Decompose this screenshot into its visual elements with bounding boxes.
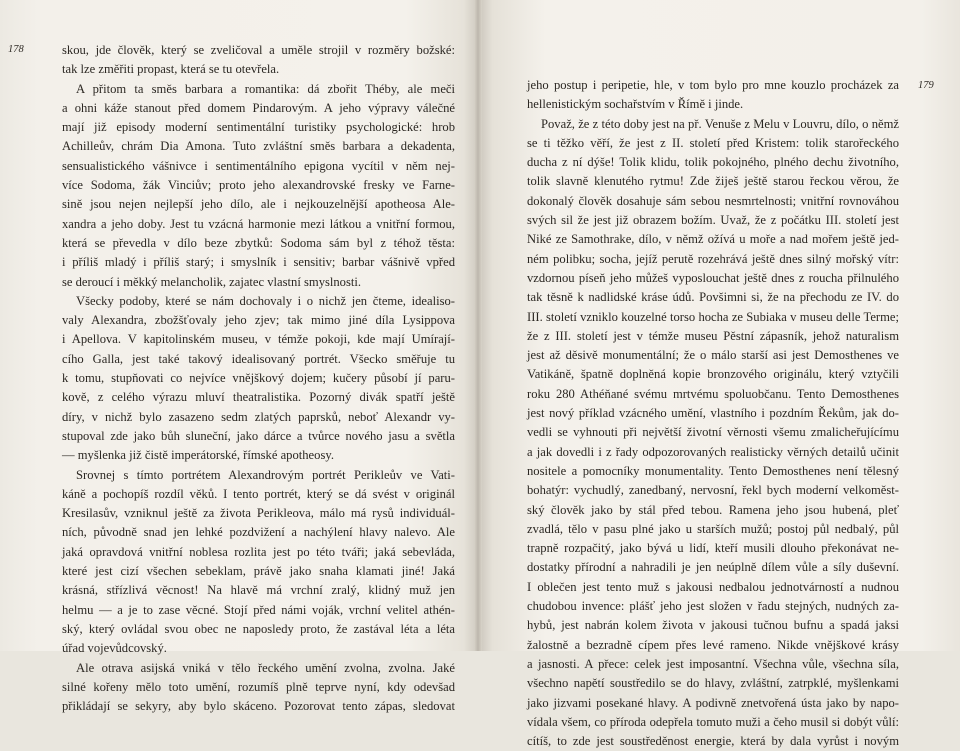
text-line: vzdornou píseň jeho můžeš vyposlouchat ještě dnes z roucha přilnulého xyxy=(527,270,899,285)
text-line: skou, jde člověk, který se zveličoval a uměle strojil v rozměry božské: xyxy=(62,43,455,57)
text-line: kově, z celého výrazu mluví theatralistika. Pozorný divák spatří ještě xyxy=(62,390,455,405)
text-line: Kresilasův, vzniknul ještě za života Perikleova, málo má rysů individuál- xyxy=(62,506,455,521)
text-line: ský, který ovládal svou obec ne naposledy proto, že zastával léta a léta xyxy=(62,621,455,636)
text-line: cítíš, to zde jest soustředěnost energie, která by dala vyrůst i novým xyxy=(527,734,899,749)
text-line: žalostně a bezradně cípem přes levé rameno. Nikde vnějškové krásy xyxy=(527,637,899,652)
text-line: ducha z ní dýše! Tolik klidu, tolik pokojného, plného dechu životního, xyxy=(527,155,899,170)
text-line: sensualistického vášnivce i sentimentálního epigona vycítil v něm nej- xyxy=(62,158,455,173)
text-line: zvadlá, tělo v pasu plné jako u starších mužů; postoj půl nedbalý, půl xyxy=(527,521,899,536)
text-line: všechno napětí soustředilo se do hlavy, zvláštní, zatrpklé, myšlenkami xyxy=(527,676,899,691)
text-line: a jasnosti. A přece: celek jest imposantní. Všechna vůle, všechna síla, xyxy=(527,656,899,671)
text-line: trapně rozpačitý, jako bývá u lidí, kteří musili dlouho překonávat ne- xyxy=(527,541,899,556)
text-line: nositele a pomocníky monumentality. Tento Demosthenes není tělesný xyxy=(527,463,899,478)
text-line: tolik slavně klenutého rytmu! Zde žiješ ještě starou řeckou věrou, že xyxy=(527,174,899,189)
text-line: a ohni káže stanout před domem Pindarovým. A jeho výpravy válečné xyxy=(62,100,455,115)
text-line: že z III. století jest v témže museu Pěstní zápasník, jehož naturalism xyxy=(527,328,899,343)
text-line: i Apellova. V kapitolinském museu, v témže pokoji, kde mají Umírají- xyxy=(62,332,455,347)
text-line: vídala všem, co příroda odepřela tomuto muži a čeho musil si dobýt vůlí: xyxy=(527,714,899,729)
text-line: přikládají se sekyry, aby bylo skáceno. Pozorovat tento zápas, sledovat xyxy=(62,699,455,714)
text-line: ních, původně snad jen lehké pozdvižení a nachýlení hlavy nalevo. Ale xyxy=(62,525,455,540)
left-page xyxy=(0,0,478,714)
text-line: i příliš mladý i příliš starý; i smyslník i sensitiv; barbar vášnivě vpřed xyxy=(62,255,455,270)
text-line: valy Alexandra, zbožšťovaly jeho zjev; tak mimo jiné díla Lysippova xyxy=(62,313,455,328)
text-line: dokonalý člověk dosahuje sám sebou nesmrtelnosti; vnitřní rovnováhou xyxy=(527,193,899,208)
text-line: vedli se vyhnouti při největší životní věrnosti všemu zmalicheřujícímu xyxy=(527,425,899,440)
text-line: Niké ze Samothrake, dílo, v němž ožívá u moře a nad mořem ještě jed- xyxy=(527,232,899,247)
text-line: hellenistickým sochařstvím v Římě i jinde. xyxy=(527,97,744,112)
text-line: se deroucí i měkký melancholik, zajatec vlastní smyslnosti. xyxy=(62,274,362,289)
text-line: Achilleův, chrám Dia Amona. Tuto zvláštní směs barbara a dekadenta, xyxy=(62,139,455,154)
text-line: úřad vojevůdcovský. xyxy=(62,641,167,656)
text-line: díry, v nichž bylo zasazeno sedm zlatých paprsků, neboť Alexandr vy- xyxy=(62,409,455,424)
text-line: ném polibku; socha, jejíž perutě rozehrává ještě dnes silný mořský vítr: xyxy=(527,251,899,266)
text-line: Srovnej s tímto portrétem Alexandrovým portrét Perikleův ve Vati- xyxy=(76,467,455,482)
text-line: které jest cizí všechen sebeklam, právě jako snaha klamati jiné! Jaká xyxy=(62,564,455,579)
right-page-number: 179 xyxy=(918,80,934,91)
text-line: jako jizvami posekané hlavy. A podivně znetvořená ústa jako by napo- xyxy=(527,695,899,710)
text-line: Považ, že z této doby jest na př. Venuše z Melu v Louvru, dílo, o němž xyxy=(541,116,899,131)
text-line: hybů, jest nabrán kolem života v jakousi tučnou bufnu a spadá jaksi xyxy=(527,618,899,633)
text-line: která se převedla v dílo beze zbytků: Sodoma sám byl z téhož těsta: xyxy=(62,235,455,250)
text-line: jest až děsivě monumentální; že o málo starší asi jest Demosthenes ve xyxy=(527,348,899,363)
text-line: jest nový příklad vzácného umění, vlastního i pozdním Řekům, jak do- xyxy=(527,406,899,421)
right-page xyxy=(478,0,960,749)
text-line: se ti těžko věří, že jest z II. století před Kristem: tolik starořeckého xyxy=(527,135,899,150)
text-line: helmu — a je to zase věcné. Stojí před námi voják, vrchní velitel athén- xyxy=(62,602,455,617)
text-line: dostatky přírodní a nahradili je jen neúplně dílem vůle a síly duševní. xyxy=(527,560,899,575)
text-line: Všecky podoby, které se nám dochovaly i o nichž jen čteme, idealiso- xyxy=(76,293,455,308)
text-line: jeho postup i peripetie, hle, v tom bylo pro mne kouzlo procházek za xyxy=(527,78,899,92)
text-line: mají již episody moderní sentimentální turistiky psychologické: hrob xyxy=(62,120,455,135)
text-line: Vatikáně, špatně doplněná kopie bronzového originálu, který vztyčili xyxy=(527,367,899,382)
text-line: silné kořeny mělo toto umění, rozumíš plně teprve nyní, kdy odevšad xyxy=(62,679,455,694)
text-line: bohatýr: vychudlý, zanedbaný, nervosní, řekl bych moderní velkoměst- xyxy=(527,483,899,498)
left-page-text xyxy=(62,41,455,716)
right-page-text xyxy=(527,76,899,751)
text-line: xandra a jeho doby. Jest tu vzácná harmonie mezi látkou a vnitřní formou, xyxy=(62,216,455,231)
text-line: káně a pochopíš rozdíl věků. I tento portrét, který se dá svést v originál xyxy=(62,486,455,501)
text-line: chudobou invence: plášť jeho jest složen v řadu stejných, nudných za- xyxy=(527,599,899,614)
text-line: cího Galla, jest také takový idealisovaný portrét. Všecko směřuje tu xyxy=(62,351,455,366)
text-line: — myšlenka již čistě imperátorské, římské apotheosy. xyxy=(62,448,334,463)
text-line: a jak dovedli i z řady odpozorovaných realisticky věrných detailů učinit xyxy=(527,444,899,459)
text-line: ský člověk jako by stál před tebou. Ramena jeho jsou hubená, pleť xyxy=(527,502,899,517)
text-line: I oblečen jest tento muž s jakousi nedbalou jednotvárností a nudnou xyxy=(527,579,899,594)
text-line: tak těsně k nadlidské kráse údů. Povšimni si, že na přechodu ze IV. do xyxy=(527,290,899,305)
text-line: roku 280 Athéňané svému mrtvému spoluobčanu. Tento Demosthenes xyxy=(527,386,899,401)
text-line: sině jsou nejen nejlepší jeho dílo, ale i nejkouzelnější apotheosa Ale- xyxy=(62,197,455,212)
text-line: jaká opravdová vnitřní noblesa rozlita jest po této tváři; jaká sebevláda, xyxy=(62,544,455,559)
text-line: stupoval zde jako bůh sluneční, jako dárce a tvůrce nového jasu a světla xyxy=(62,428,455,443)
text-line: krásná, střízlivá věcnost! Na hlavě má vrchní zralý, klidný muž jen xyxy=(62,583,455,598)
text-line: A přitom ta směs barbara a romantika: dá zbořit Théby, ale meči xyxy=(76,81,455,96)
text-line: tak lze změřiti propast, která se tu otevřela. xyxy=(62,62,280,77)
text-line: svých sil že jest již obrazem božím. Uvaž, že z počátku III. století jest xyxy=(527,213,899,228)
text-line: více Sodoma, žák Vinciův; proto jeho alexandrovské fresky ve Farne- xyxy=(62,178,455,193)
book-gutter xyxy=(474,0,482,651)
left-page-number: 178 xyxy=(8,44,24,55)
text-line: k tomu, stupňovati co nejvíce vnějškový dojem; kučery působí jí paru- xyxy=(62,371,455,386)
text-line: III. století vzniklo kouzelné torso hocha ze Subiaka v museu delle Terme; xyxy=(527,309,899,324)
text-line: Ale otrava asijská vniká v tělo řeckého umění zvolna, zvolna. Jaké xyxy=(76,660,455,675)
